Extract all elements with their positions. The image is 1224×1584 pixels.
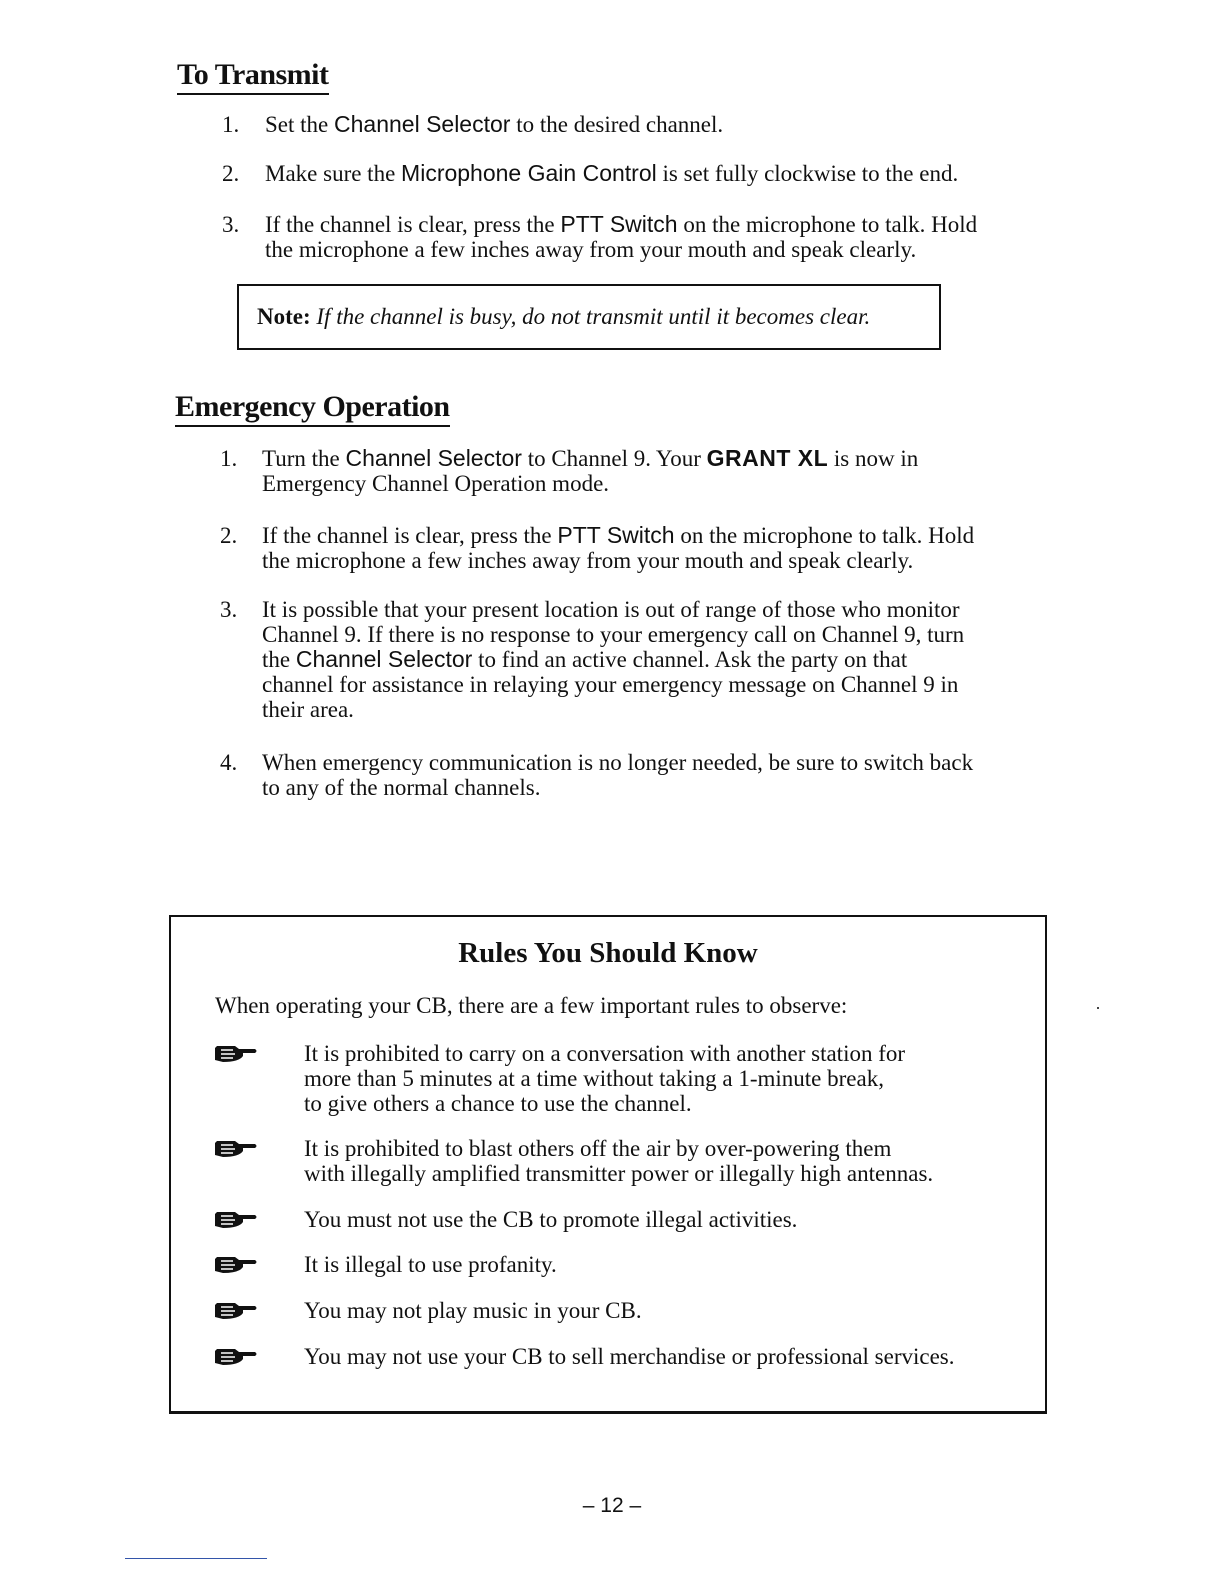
brand-name: GRANT XL xyxy=(706,445,829,471)
emergency-step-4-number: 4. xyxy=(220,750,238,775)
transmit-step-3: If the channel is clear, press the PTT Switch on the microphone to talk. Hold the microphone a few inches away from your mouth and speak clearly. xyxy=(265,211,978,262)
transmit-heading: To Transmit xyxy=(177,58,329,95)
note-label: Note: xyxy=(257,304,311,329)
transmit-step-2-number: 2. xyxy=(222,161,240,186)
scan-speck xyxy=(1097,1007,1099,1009)
note-text: If the channel is busy, do not transmit until it becomes clear. xyxy=(316,304,871,329)
channel-selector-term: Channel Selector xyxy=(334,111,511,137)
transmit-step-1: Set the Channel Selector to the desired channel. xyxy=(265,111,724,137)
rule-item-6: You may not use your CB to sell merchandise or professional services. xyxy=(304,1344,955,1369)
rules-box xyxy=(169,915,1047,1414)
ptt-switch-term: PTT Switch xyxy=(560,211,678,237)
pointing-hand-icon xyxy=(213,1347,259,1367)
emergency-step-3-number: 3. xyxy=(220,597,238,622)
transmit-step-3-number: 3. xyxy=(222,212,240,237)
emergency-step-1: Turn the Channel Selector to Channel 9. Your GRANT XL is now in Emergency Channel Operation mode. xyxy=(262,445,919,496)
rule-item-5: You may not play music in your CB. xyxy=(304,1298,642,1323)
pointing-hand-icon xyxy=(213,1255,259,1275)
ptt-switch-term: PTT Switch xyxy=(557,522,675,548)
emergency-step-2: If the channel is clear, press the PTT Switch on the microphone to talk. Hold the microphone a few inches away from your mouth and speak clearly. xyxy=(262,522,975,573)
note-box xyxy=(237,284,941,350)
channel-selector-term: Channel Selector xyxy=(345,445,522,471)
emergency-step-2-number: 2. xyxy=(220,523,238,548)
pointing-hand-icon xyxy=(213,1139,259,1159)
rule-item-1: It is prohibited to carry on a conversation with another station for more than 5 minutes at a time without taking a 1-minute break, to give others a chance to use the channel. xyxy=(304,1041,906,1116)
footer-rule xyxy=(125,1558,267,1559)
rule-item-3: You must not use the CB to promote illegal activities. xyxy=(304,1207,798,1232)
emergency-step-3: It is possible that your present location is out of range of those who monitor Channel 9. If there is no response to your emergency call on Channel 9, turn the Channel Selector to find an active channel. Ask the party on that channel for assistance in relaying your emergency message on Channel 9 in their area. xyxy=(262,597,965,722)
emergency-step-1-number: 1. xyxy=(220,446,238,471)
mic-gain-term: Microphone Gain Control xyxy=(401,160,657,186)
pointing-hand-icon xyxy=(213,1210,259,1230)
rules-intro: When operating your CB, there are a few important rules to observe: xyxy=(215,993,848,1018)
emergency-heading: Emergency Operation xyxy=(175,390,450,427)
rule-item-4: It is illegal to use profanity. xyxy=(304,1252,557,1277)
transmit-step-2: Make sure the Microphone Gain Control is set fully clockwise to the end. xyxy=(265,160,959,186)
rules-title: Rules You Should Know xyxy=(458,937,758,969)
page-number: – 12 – xyxy=(582,1494,642,1517)
pointing-hand-icon xyxy=(213,1301,259,1321)
channel-selector-term: Channel Selector xyxy=(295,646,473,672)
transmit-step-1-number: 1. xyxy=(222,112,240,137)
rule-item-2: It is prohibited to blast others off the air by over-powering them with illegally amplified transmitter power or illegally high antennas. xyxy=(304,1136,934,1186)
pointing-hand-icon xyxy=(213,1044,259,1064)
emergency-step-4: When emergency communication is no longer needed, be sure to switch back to any of the normal channels. xyxy=(262,750,974,800)
